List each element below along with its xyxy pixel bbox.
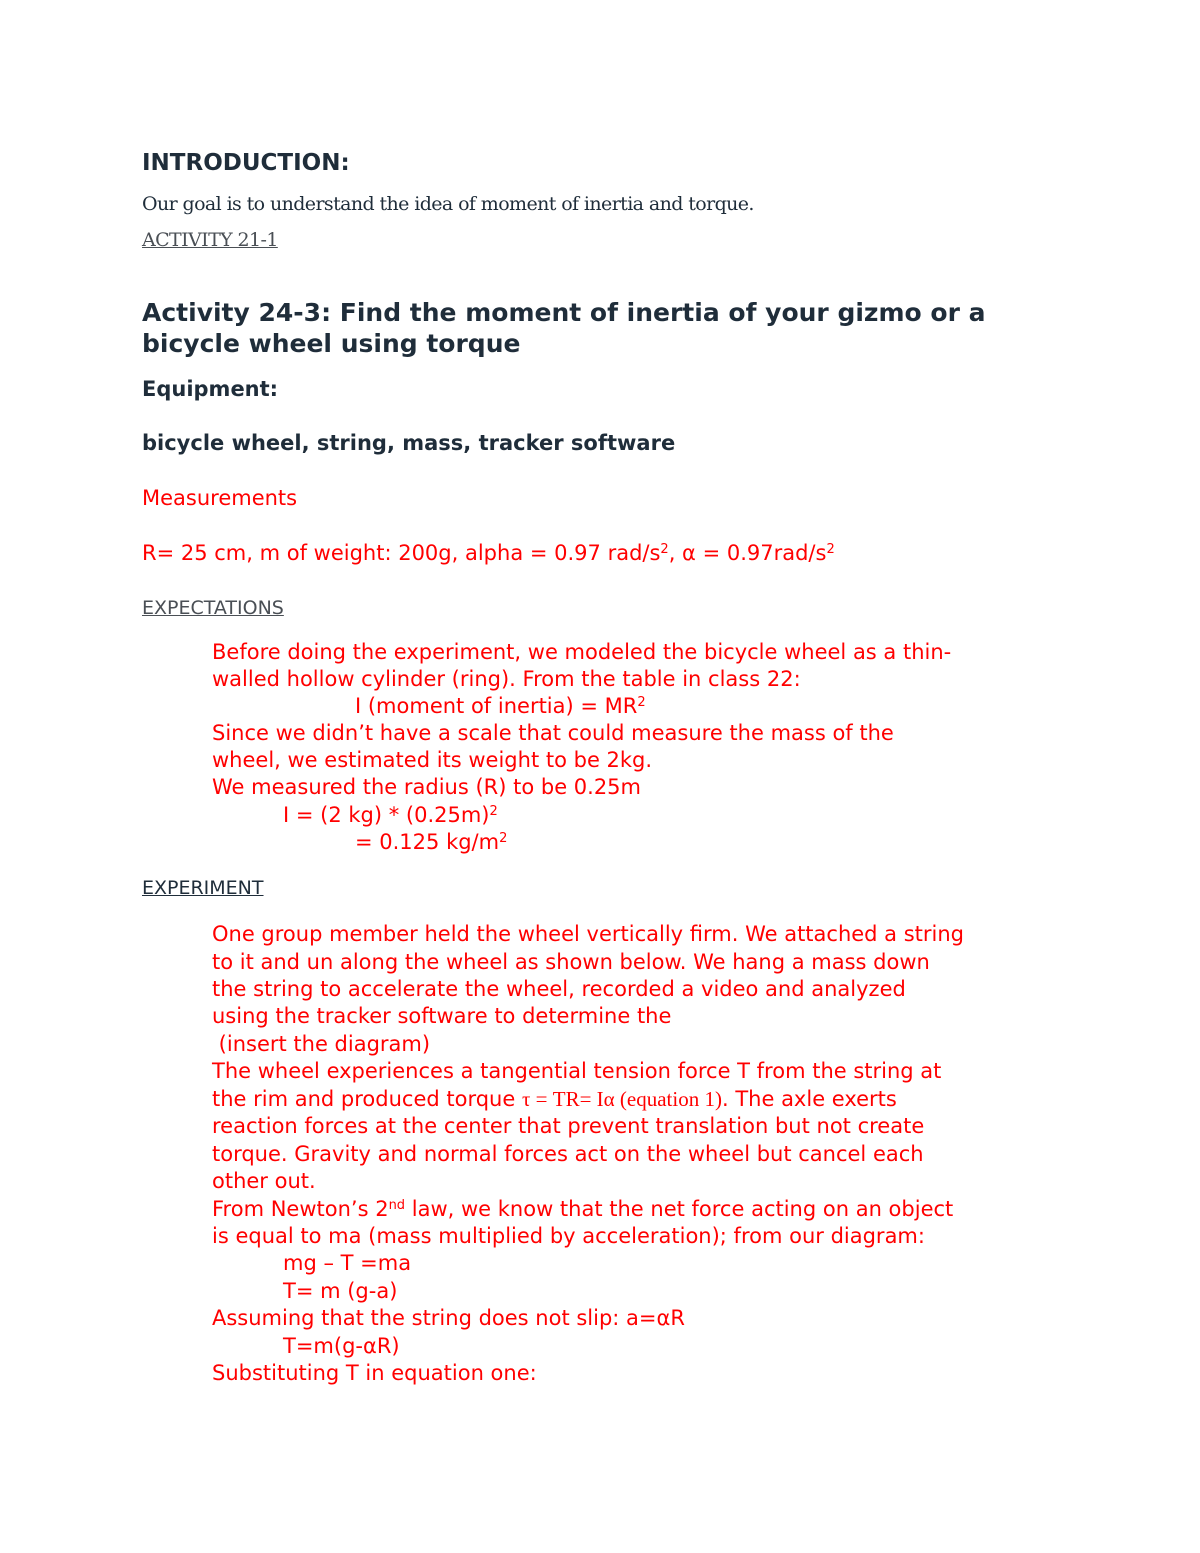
equipment-list: bicycle wheel, string, mass, tracker software bbox=[142, 431, 676, 455]
experiment-line: the string to accelerate the wheel, recorded a video and analyzed bbox=[212, 977, 906, 1001]
measurements-values: R= 25 cm, m of weight: 200g, alpha = 0.97 rad/$s^2$, $\alpha = 0.97rad/s^2$ bbox=[142, 541, 835, 565]
introduction-heading: INTRODUCTION: bbox=[142, 150, 350, 176]
torque-equation: τ = TR= Iα (equation 1) bbox=[521, 1087, 722, 1111]
expectations-line: We measured the radius (R) to be 0.25m bbox=[212, 775, 642, 799]
expectations-line: Before doing the experiment, we modeled the bicycle wheel as a thin- bbox=[212, 640, 952, 664]
activity-title-line-2: bicycle wheel using torque bbox=[142, 329, 521, 358]
measurements-label: Measurements bbox=[142, 486, 298, 510]
experiment-heading: EXPERIMENT bbox=[142, 877, 264, 899]
expectations-formula: = 0.125 $kg/m^2$ bbox=[355, 830, 508, 854]
experiment-line: other out. bbox=[212, 1169, 316, 1193]
experiment-formula: mg – T =ma bbox=[283, 1251, 412, 1275]
expectations-line: wheel, we estimated its weight to be 2kg. bbox=[212, 748, 653, 772]
experiment-line: to it and un along the wheel as shown below. We hang a mass down bbox=[212, 950, 930, 974]
experiment-line: the rim and produced torque τ = TR= Iα (equation 1). The axle exerts bbox=[212, 1087, 897, 1111]
experiment-line: reaction forces at the center that prevent translation but not create bbox=[212, 1114, 925, 1138]
activity-title-line-1: Activity 24-3: Find the moment of inertia of your gizmo or a bbox=[142, 298, 986, 327]
experiment-line: One group member held the wheel vertically firm. We attached a string bbox=[212, 922, 965, 946]
expectations-formula: I (moment of inertia) = $MR^2$ bbox=[355, 694, 646, 718]
experiment-formula: T= m (g-a) bbox=[283, 1279, 398, 1303]
expectations-line: walled hollow cylinder (ring). From the table in class 22: bbox=[212, 667, 801, 691]
activity-21-1-link[interactable]: ACTIVITY 21-1 bbox=[142, 229, 278, 251]
experiment-line: torque. Gravity and normal forces act on the wheel but cancel each bbox=[212, 1142, 924, 1166]
experiment-line: Assuming that the string does not slip: a=αR bbox=[212, 1306, 685, 1330]
experiment-line: (insert the diagram) bbox=[212, 1032, 431, 1056]
equipment-label: Equipment: bbox=[142, 377, 279, 401]
experiment-line: is equal to ma (mass multiplied by acceleration); from our diagram: bbox=[212, 1224, 925, 1248]
experiment-line: using the tracker software to determine the bbox=[212, 1004, 672, 1028]
expectations-heading: EXPECTATIONS bbox=[142, 597, 284, 619]
experiment-line: The wheel experiences a tangential tension force T from the string at bbox=[212, 1059, 942, 1083]
expectations-formula: I = (2 $kg) * (0.25m)^2$ bbox=[283, 803, 498, 827]
experiment-formula: T=m(g-αR) bbox=[283, 1334, 400, 1358]
expectations-line: Since we didn’t have a scale that could measure the mass of the bbox=[212, 721, 894, 745]
experiment-line: From Newton’s 2nd law, we know that the net force acting on an object bbox=[212, 1197, 954, 1221]
goal-text: Our goal is to understand the idea of moment of inertia and torque. bbox=[142, 193, 754, 215]
experiment-line: Substituting T in equation one: bbox=[212, 1361, 537, 1385]
